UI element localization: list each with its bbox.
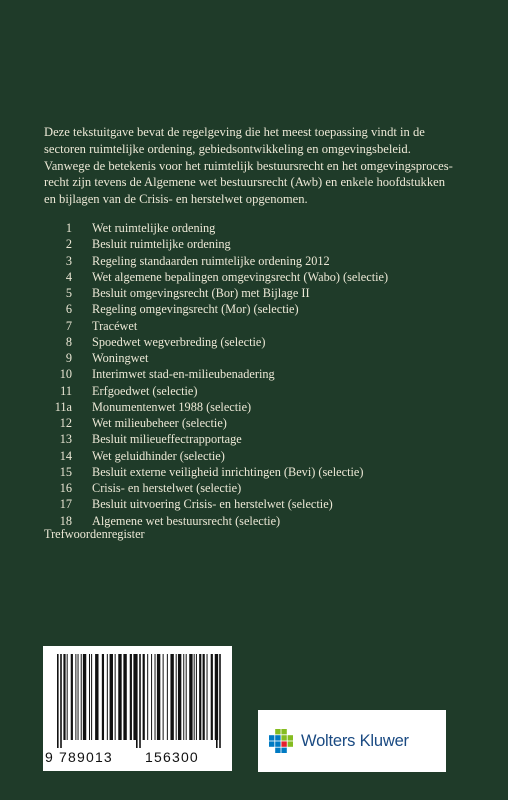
contents-item	[44, 464, 484, 480]
contents-item-title: Erfgoedwet (selectie)	[92, 383, 198, 398]
contents-item	[44, 334, 484, 350]
contents-item-number: 1	[65, 221, 72, 235]
contents-item-title: Besluit uitvoering Crisis- en herstelwet (selectie)	[92, 497, 333, 512]
publisher-logo	[258, 710, 446, 772]
contents-item	[44, 415, 484, 431]
contents-item	[44, 480, 484, 496]
contents-item-title: Woningwet	[92, 351, 149, 365]
contents-item-number: 9	[65, 351, 72, 365]
contents-item	[44, 399, 484, 415]
contents-item-title: Monumentenwet 1988 (selectie)	[92, 399, 252, 414]
contents-item-number: 3	[65, 253, 72, 268]
contents-item	[44, 253, 484, 269]
contents-item-title: Crisis- en herstelwet (selectie)	[92, 481, 242, 495]
intro-paragraph: Deze tekstuitgave bevat de regelgeving die het meest toepassing vindt in de sectoren ruimtelijke ordening, gebiedsontwikkeling en omgevingsbeleid. Vanwege de betekenis voor het ruimtelijk bestuursrecht en het omgevingsproces- recht zijn tevens de Algemene wet bestuursrecht (Awb) en enkele hoofdstukken en bijlagen van de Crisis- en herstelwet opgenomen.	[44, 125, 453, 207]
register-label: Trefwoordenregister	[44, 527, 145, 541]
contents-item-title: Wet geluidhinder (selectie)	[92, 448, 225, 463]
contents-item	[44, 269, 484, 285]
contents-item-title: Regeling omgevingsrecht (Mor) (selectie)	[92, 302, 299, 317]
isbn-barcode	[43, 646, 232, 771]
contents-item	[44, 366, 484, 382]
contents-item-number: 5	[65, 286, 72, 300]
contents-item-number: 2	[65, 237, 72, 252]
contents-item-number: 12	[59, 416, 72, 430]
contents-item-title: Spoedwet wegverbreding (selectie)	[92, 334, 266, 349]
contents-item-title: Wet ruimtelijke ordening	[92, 221, 216, 235]
contents-item	[44, 301, 484, 317]
contents-item	[44, 220, 484, 236]
contents-item-number: 6	[65, 302, 72, 317]
contents-item-title: Wet algemene bepalingen omgevingsrecht (Wabo) (selectie)	[92, 269, 389, 284]
isbn-digits	[45, 749, 231, 769]
contents-item	[44, 431, 484, 447]
contents-item-title: Besluit ruimtelijke ordening	[92, 237, 231, 252]
contents-item	[44, 448, 484, 464]
contents-item-number: 8	[65, 334, 72, 349]
contents-item-title: Besluit externe veiligheid inrichtingen (Bevi) (selectie)	[92, 464, 364, 479]
contents-item-number: 17	[59, 497, 72, 512]
contents-item-number: 7	[65, 318, 72, 333]
isbn-first-digit: 9	[45, 749, 54, 765]
contents-item-number: 13	[59, 432, 72, 447]
contents-item-number: 15	[59, 464, 72, 479]
contents-item-number: 11a	[54, 399, 72, 414]
contents-item-number: 4	[65, 269, 72, 284]
wolters-kluwer-mark-icon	[268, 728, 294, 754]
contents-item-title: Besluit milieueffectrapportage	[92, 432, 242, 447]
contents-item-title: Interimwet stad-en-milieubenadering	[92, 367, 275, 382]
contents-item	[44, 383, 484, 399]
isbn-group-2: 156300	[145, 749, 199, 765]
contents-item	[44, 318, 484, 334]
contents-item	[44, 496, 484, 512]
publisher-name: Wolters Kluwer	[301, 731, 409, 750]
contents-item-title: Algemene wet bestuursrecht (selectie)	[92, 513, 281, 528]
contents-item-number: 14	[59, 448, 72, 463]
contents-item	[44, 350, 484, 366]
contents-item-title: Regeling standaarden ruimtelijke ordening 2012	[92, 253, 330, 268]
contents-item-number: 10	[59, 367, 72, 382]
contents-item	[44, 285, 484, 301]
contents-item-title: Besluit omgevingsrecht (Bor) met Bijlage II	[92, 286, 310, 300]
contents-item-title: Wet milieubeheer (selectie)	[92, 416, 227, 430]
contents-item-title: Tracéwet	[92, 318, 138, 333]
contents-item	[44, 236, 484, 252]
barcode-icon	[43, 646, 232, 750]
contents-item-number: 18	[59, 513, 72, 528]
contents-item-number: 16	[59, 481, 72, 495]
isbn-group-1: 789013	[59, 749, 113, 765]
contents-item-number: 11	[60, 383, 72, 398]
contents-list	[44, 220, 484, 529]
